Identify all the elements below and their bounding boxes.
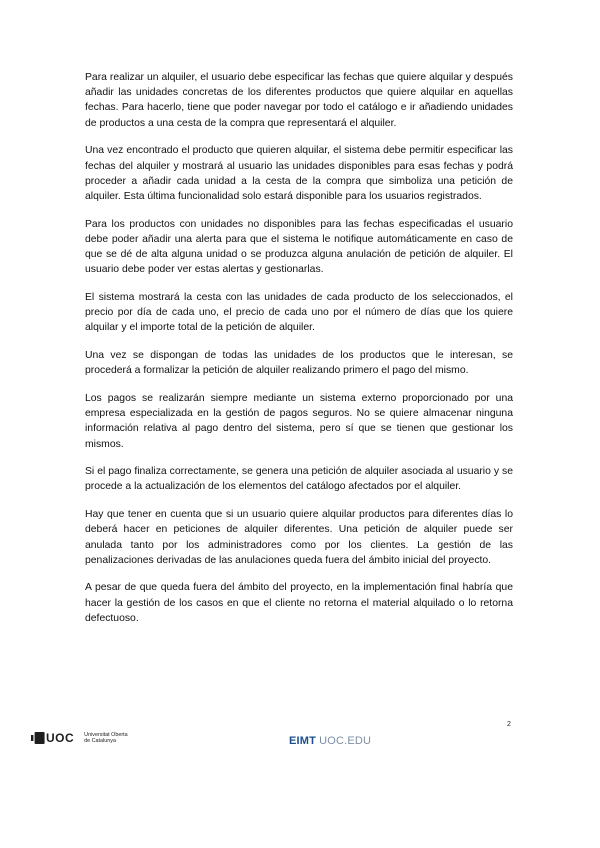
paragraph-5: Una vez se dispongan de todas las unidades de los productos que le interesan, se procederá a formalizar la petición de alquiler realizando primero el pago del mismo. bbox=[85, 350, 513, 377]
page-number: 2 bbox=[507, 721, 511, 728]
uocedu-text: UOC.EDU bbox=[319, 735, 372, 747]
uoc-logo bbox=[31, 731, 128, 745]
paragraph-7: Si el pago finaliza correctamente, se genera una petición de alquiler asociada al usuario y se procede a la actualización de los elementos del catálogo afectados por el alquiler. bbox=[85, 466, 513, 493]
uoc-symbol-icon bbox=[31, 732, 45, 744]
body-text bbox=[85, 70, 513, 639]
paragraph-1: Para realizar un alquiler, el usuario debe especificar las fechas que quiere alquilar y después añadir las unidades concretas de los diferentes productos que quiere alquilar en aquellas fechas. Para hacerlo, tiene que poder navegar por todo el catálogo e ir añadiendo unidades de productos a una cesta de la compra que representará el alquiler. bbox=[85, 72, 513, 129]
paragraph-8: Hay que tener en cuenta que si un usuario quiere alquilar productos para diferentes días lo deberá hacer en peticiones de alquiler diferentes. Una petición de alquiler puede ser anulada tanto por los administradores como por los clientes. La gestión de las penalizaciones derivadas de las anulaciones queda fuera del ámbito inicial del proyecto. bbox=[85, 509, 513, 566]
paragraph-6: Los pagos se realizarán siempre mediante un sistema externo proporcionado por una empresa especializada en la gestión de pagos seguros. No se quiere almacenar ninguna información relativa al pago dentro del sistema, pero sí que se tienen que gestionar los mismos. bbox=[85, 392, 513, 450]
eimt-logo bbox=[289, 735, 371, 747]
paragraph-2: Una vez encontrado el producto que quieren alquilar, el sistema debe permitir especificar las fechas del alquiler y mostrará al usuario las unidades disponibles para esas fechas y podrá proceder a añadir cada unidad a la cesta de la compra que simboliza una petición de alquiler. Esta última funcionalidad solo estará disponible para los usuarios registrados. bbox=[85, 145, 513, 202]
paragraph-9: A pesar de que queda fuera del ámbito del proyecto, en la implementación final habría que hacer la gestión de los casos en que el cliente no retorna el material alquilado o lo retorna defectuoso. bbox=[85, 582, 513, 624]
paragraph-4: El sistema mostrará la cesta con las unidades de cada producto de los seleccionados, el precio por día de cada uno, el precio de cada uno por el número de días que los quiere alquilar y el importe total de la petición de alquiler. bbox=[85, 291, 513, 334]
eimt-text: EIMT bbox=[289, 735, 317, 747]
uoc-logo-text: UOC bbox=[46, 731, 75, 745]
paragraph-3: Para los productos con unidades no disponibles para las fechas especificadas el usuario debe poder añadir una alerta para que el sistema le notifique automáticamente en caso de que se dé de alta alguna unidad o se produzca alguna anulación de petición de alquiler. El usuario debe poder ver estas alertas y gestionarlas. bbox=[85, 218, 513, 276]
uoc-line-1: Universitat Oberta bbox=[84, 732, 128, 738]
uoc-university-name bbox=[84, 732, 127, 744]
uoc-line-2: de Catalunya bbox=[84, 738, 116, 744]
uoc-mark bbox=[31, 731, 74, 745]
